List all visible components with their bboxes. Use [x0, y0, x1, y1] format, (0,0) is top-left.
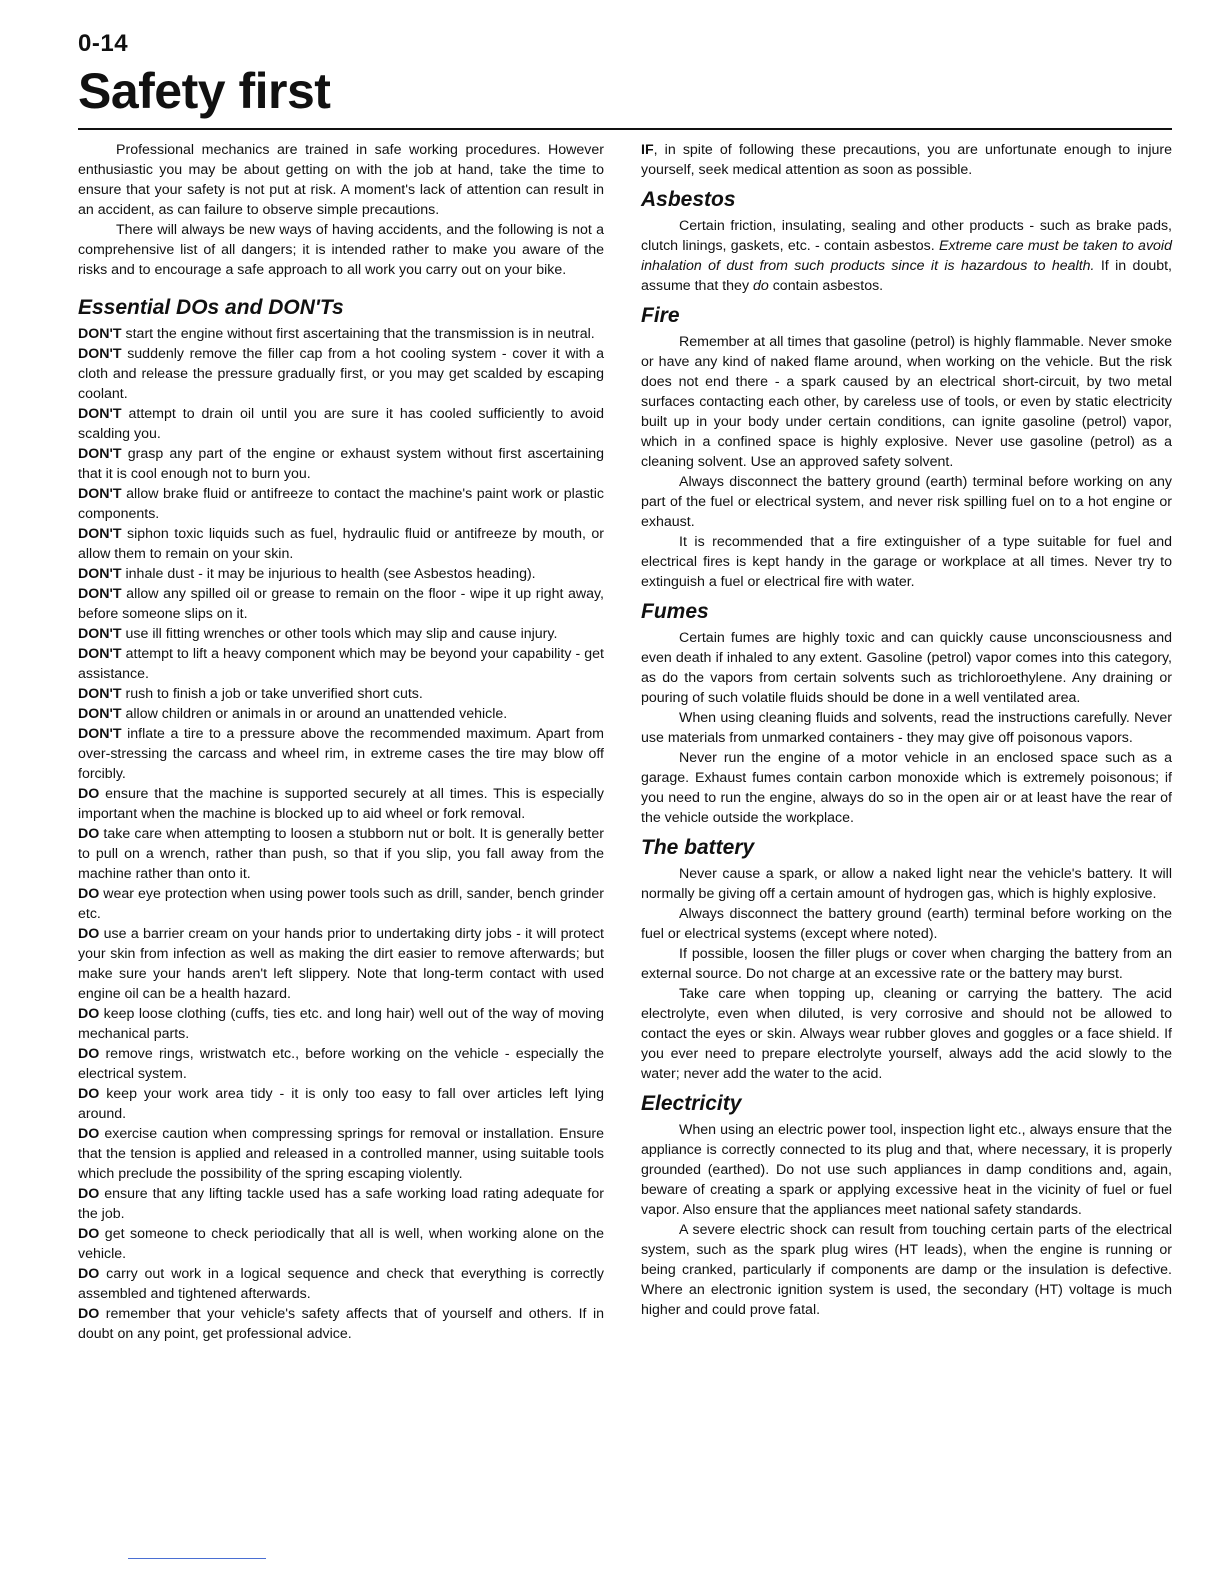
rule-text: wear eye protection when using power tools such as drill, sander, bench grinder etc. [78, 886, 604, 922]
rule-item [78, 324, 604, 344]
rule-text: siphon toxic liquids such as fuel, hydraulic fluid or antifreeze by mouth, or allow them to remain on your skin. [78, 526, 604, 562]
rule-item [78, 344, 604, 404]
rule-item [78, 1084, 604, 1124]
battery-paragraph: Always disconnect the battery ground (earth) terminal before working on the fuel or electrical systems (except where noted). [641, 906, 1172, 942]
fire-heading: Fire [641, 304, 680, 327]
rule-keyword: DON'T [78, 646, 122, 662]
fumes-paragraph: Certain fumes are highly toxic and can quickly cause unconsciousness and even death if inhaled to any extent. Gasoline (petrol) vapor comes into this category, as do the vapors from certain solvents such as trichloroethylene. Any draining or pouring of such volatile fluids should be done in a well ventilated area. [641, 630, 1172, 706]
rule-keyword: DO [78, 1266, 100, 1282]
rule-item [78, 924, 604, 1004]
rule-item [78, 724, 604, 784]
dos-donts-heading: Essential DOs and DON'Ts [78, 296, 344, 319]
electricity-paragraph: When using an electric power tool, inspection light etc., always ensure that the appliance is correctly connected to its plug and that, where necessary, it is properly grounded (earthed). Do not use such appliances in damp conditions and, again, beware of creating a spark or applying excessive heat in the vicinity of fuel or fuel vapor. Also ensure that the appliances meet national safety standards. [641, 1122, 1172, 1218]
rule-item [78, 644, 604, 684]
rule-keyword: DON'T [78, 566, 122, 582]
intro-paragraph: Professional mechanics are trained in safe working procedures. However enthusiastic you may be about getting on with the job at hand, take the time to ensure that your safety is not put at risk. A moment's lack of attention can result in an accident, as can failure to observe simple precautions. [78, 142, 604, 218]
rule-text: start the engine without first ascertaining that the transmission is in neutral. [121, 326, 595, 342]
rule-item [78, 824, 604, 884]
page-number: 0-14 [78, 30, 129, 57]
title-rule [78, 128, 1172, 130]
fire-paragraph: It is recommended that a fire extinguisher of a type suitable for fuel and electrical fires is kept handy in the garage or workplace at all times. Never try to extinguish a fuel or electrical fire with water. [641, 534, 1172, 590]
rule-keyword: DON'T [78, 626, 122, 642]
asbestos-emphasis: do [752, 278, 769, 294]
rule-text: inhale dust - it may be injurious to health (see Asbestos heading). [121, 566, 536, 582]
rule-keyword: DON'T [78, 526, 122, 542]
rule-text: keep loose clothing (cuffs, ties etc. and long hair) well out of the way of moving mechanical parts. [78, 1006, 604, 1042]
if-text: , in spite of following these precautions, you are unfortunate enough to injure yourself, seek medical attention as soon as possible. [641, 142, 1172, 178]
fire-paragraph: Always disconnect the battery ground (earth) terminal before working on any part of the fuel or electrical system, and never risk spilling fuel on to a hot engine or exhaust. [641, 474, 1172, 530]
asbestos-text: contain asbestos. [768, 278, 884, 294]
rule-keyword: DO [78, 1006, 100, 1022]
rule-keyword: DON'T [78, 326, 122, 342]
rule-text: use ill fitting wrenches or other tools which may slip and cause injury. [121, 626, 558, 642]
rule-keyword: DO [78, 1226, 100, 1242]
rule-text: get someone to check periodically that all is well, when working alone on the vehicle. [78, 1226, 604, 1262]
electricity-heading: Electricity [641, 1092, 742, 1115]
rule-text: inflate a tire to a pressure above the recommended maximum. Apart from over-stressing the carcass and wheel rim, in extreme cases the tire may blow off forcibly. [78, 726, 604, 782]
battery-heading: The battery [641, 836, 755, 859]
rule-keyword: DO [78, 926, 100, 942]
rule-item [78, 1264, 604, 1304]
dos-donts-list [78, 324, 604, 1344]
rule-text: ensure that the machine is supported securely at all times. This is especially important when the machine is blocked up to aid wheel or fork removal. [78, 786, 604, 822]
asbestos-text: Certain friction, insulating, sealing and other products - such as brake pads, clutch linings, gaskets, etc. - contain asbestos. [641, 218, 1172, 254]
rule-text: attempt to lift a heavy component which may be beyond your capability - get assistance. [78, 646, 604, 682]
rule-keyword: DON'T [78, 706, 122, 722]
asbestos-text: If in doubt, assume that they [641, 258, 1172, 294]
electricity-paragraph: A severe electric shock can result from touching certain parts of the electrical system, such as the spark plug wires (HT leads), when the engine is running or being cranked, particularly if components are damp or the insulation is defective. Where an electronic ignition system is used, the secondary (HT) voltage is much higher and could prove fatal. [641, 1222, 1172, 1318]
rule-text: exercise caution when compressing springs for removal or installation. Ensure that the tension is applied and released in a controlled manner, using suitable tools which preclude the possibility of the spring escaping violently. [78, 1126, 604, 1182]
rule-keyword: DO [78, 786, 100, 802]
if-note [641, 140, 1172, 180]
battery-paragraph: Take care when topping up, cleaning or carrying the battery. The acid electrolyte, even when diluted, is very corrosive and should not be allowed to contact the eyes or skin. Always wear rubber gloves and goggles or a face shield. If you ever need to prepare electrolyte yourself, always add the acid slowly to the water; never add the water to the acid. [641, 986, 1172, 1082]
rule-text: allow any spilled oil or grease to remain on the floor - wipe it up right away, before someone slips on it. [78, 586, 604, 622]
fumes-paragraph: When using cleaning fluids and solvents, read the instructions carefully. Never use materials from unmarked containers - they may give off poisonous vapors. [641, 710, 1172, 746]
rule-text: allow brake fluid or antifreeze to contact the machine's paint work or plastic components. [78, 486, 604, 522]
rule-text: take care when attempting to loosen a stubborn nut or bolt. It is generally better to pull on a wrench, rather than push, so that if you slip, you fall away from the machine rather than onto it. [78, 826, 604, 882]
rule-item [78, 1224, 604, 1264]
rule-text: remember that your vehicle's safety affects that of yourself and others. If in doubt on any point, get professional advice. [78, 1306, 604, 1342]
page-title: Safety first [78, 63, 331, 119]
rule-keyword: DO [78, 1126, 100, 1142]
rule-keyword: DO [78, 1046, 100, 1062]
rule-keyword: DON'T [78, 406, 122, 422]
rule-text: use a barrier cream on your hands prior to undertaking dirty jobs - it will protect your skin from infection as well as making the dirt easier to remove afterwards; but make sure your hands aren't left slippery. Note that long-term contact with used engine oil can be a health hazard. [78, 926, 604, 1002]
battery-paragraph: Never cause a spark, or allow a naked light near the vehicle's battery. It will normally be giving off a certain amount of hydrogen gas, which is highly explosive. [641, 866, 1172, 902]
rule-text: attempt to drain oil until you are sure it has cooled sufficiently to avoid scalding you. [78, 406, 604, 442]
rule-keyword: DO [78, 1086, 100, 1102]
rule-keyword: DO [78, 1186, 100, 1202]
rule-text: rush to finish a job or take unverified short cuts. [121, 686, 423, 702]
rule-keyword: DO [78, 826, 100, 842]
rule-item [78, 1304, 604, 1344]
rule-item [78, 684, 604, 704]
rule-item [78, 1124, 604, 1184]
rule-keyword: DO [78, 886, 100, 902]
rule-item [78, 704, 604, 724]
rule-text: ensure that any lifting tackle used has a safe working load rating adequate for the job. [78, 1186, 604, 1222]
rule-keyword: DON'T [78, 486, 122, 502]
asbestos-paragraph [641, 216, 1172, 296]
rule-item [78, 1004, 604, 1044]
left-column [78, 140, 604, 1344]
asbestos-warning: Extreme care must be taken to avoid inhalation of dust from such products since it is hazardous to health. [641, 238, 1172, 274]
rule-item [78, 624, 604, 644]
battery-paragraph: If possible, loosen the filler plugs or cover when charging the battery from an external source. Do not charge at an excessive rate or the battery may burst. [641, 946, 1172, 982]
rule-text: grasp any part of the engine or exhaust system without first ascertaining that it is cool enough not to burn you. [78, 446, 604, 482]
rule-keyword: DO [78, 1306, 100, 1322]
rule-item [78, 444, 604, 484]
rule-item [78, 1184, 604, 1224]
fumes-heading: Fumes [641, 600, 709, 623]
rule-keyword: DON'T [78, 346, 122, 362]
rule-item [78, 564, 604, 584]
footer-rule [128, 1558, 266, 1559]
fumes-paragraph: Never run the engine of a motor vehicle in an enclosed space such as a garage. Exhaust fumes contain carbon monoxide which is extremely poisonous; if you need to run the engine, always do so in the open air or at least have the rear of the vehicle outside the workplace. [641, 750, 1172, 826]
rule-text: carry out work in a logical sequence and check that everything is correctly assembled and tightened afterwards. [78, 1266, 604, 1302]
rule-item [78, 524, 604, 564]
fire-paragraph: Remember at all times that gasoline (petrol) is highly flammable. Never smoke or have any kind of naked flame around, when working on the vehicle. But the risk does not end there - a spark caused by an electrical short-circuit, by two metal surfaces contacting each other, by careless use of tools, or even by static electricity built up in your body under certain conditions, can ignite gasoline (petrol) vapor, which in a confined space is highly explosive. Never use gasoline (petrol) as a cleaning solvent. Use an approved safety solvent. [641, 334, 1172, 470]
rule-text: allow children or animals in or around an unattended vehicle. [121, 706, 508, 722]
rule-keyword: DON'T [78, 686, 122, 702]
intro-paragraph: There will always be new ways of having accidents, and the following is not a comprehensive list of all dangers; it is intended rather to make you aware of the risks and to encourage a safe approach to all work you carry out on your bike. [78, 222, 604, 278]
rule-text: keep your work area tidy - it is only too easy to fall over articles left lying around. [78, 1086, 604, 1122]
rule-item [78, 484, 604, 524]
rule-item [78, 584, 604, 624]
rule-keyword: DON'T [78, 446, 122, 462]
rule-text: remove rings, wristwatch etc., before working on the vehicle - especially the electrical system. [78, 1046, 604, 1082]
rule-item [78, 884, 604, 924]
rule-item [78, 1044, 604, 1084]
rule-keyword: DON'T [78, 726, 122, 742]
if-keyword: IF [641, 142, 654, 158]
rule-item [78, 784, 604, 824]
rule-keyword: DON'T [78, 586, 122, 602]
rule-text: suddenly remove the filler cap from a hot cooling system - cover it with a cloth and release the pressure gradually first, or you may get scalded by escaping coolant. [78, 346, 604, 402]
rule-item [78, 404, 604, 444]
asbestos-heading: Asbestos [641, 188, 736, 211]
right-column [641, 140, 1172, 1320]
